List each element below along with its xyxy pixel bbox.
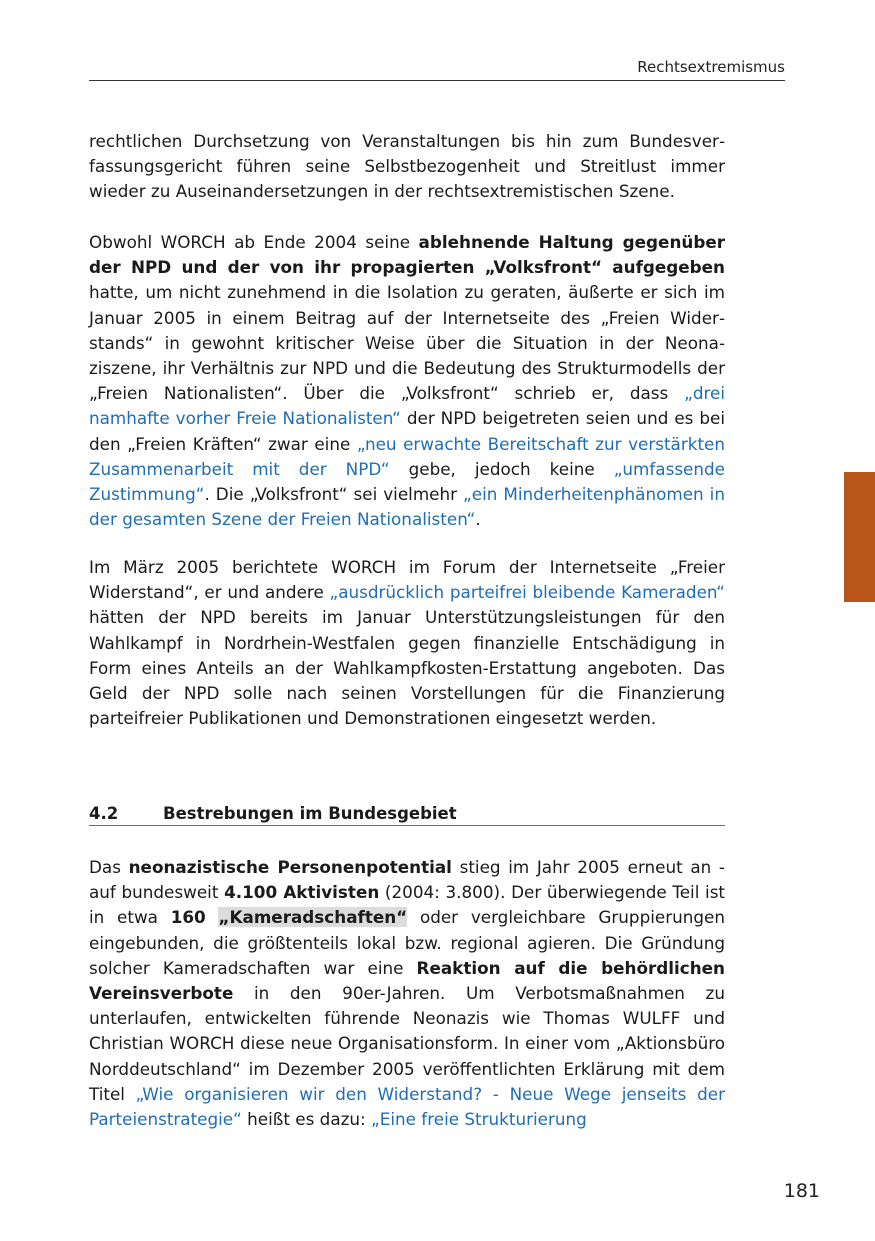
page-number: 181 [783, 1180, 820, 1202]
quotation: „ein Minderheitenphänomen in der gesamten Szene der Freien Nationalisten“ [89, 484, 725, 530]
paragraph-text: . Die „Volksfront“ sei vielmehr [204, 484, 464, 505]
paragraph-2 [89, 230, 725, 532]
paragraph-text: Das [89, 857, 129, 877]
paragraph-text: rechtlichen Durchsetzung von Veranstaltungen bis hin zum Bundesverfassungsgericht führen seine Selbstbezogenheit und Streitlust immer wieder zu Auseinandersetzungen in der rechtsextremistischen Szene. [89, 131, 725, 202]
paragraph-text: der NPD beigetreten seien und es bei den „Freien Kräften“ zwar eine [89, 408, 725, 454]
paragraph-3 [89, 555, 725, 731]
quotation: „Eine freie Strukturierung [371, 1109, 587, 1130]
paragraph-text: oder vergleichbare Gruppierungen eingebunden, die größtenteils lokal bzw. regional agieren. Die Gründung solcher Kameradschaften war eine [89, 907, 725, 978]
chapter-tab-marker [844, 472, 875, 602]
quotation: „neu erwachte Bereitschaft zur verstärkten Zusammenarbeit mit der NPD“ [89, 433, 726, 479]
running-header: Rechtsextremismus [89, 58, 785, 81]
paragraph-text: hatte, um nicht zunehmend in die Isolation zu geraten, äußerte er sich im Januar 2005 in einem Beitrag auf der Internetseite des „Freien Widerstands“ in gewohnt kritischer Weise über die Situation in der Neonaziszene, ihr Verhältnis zur NPD und die Bedeutung des Strukturmodells der „Freien Nationalisten“. Über die „Volksfront“ schrieb er, dass [89, 282, 725, 404]
paragraph-text: . [475, 509, 481, 530]
quotation: „umfassende Zustimmung“ [89, 458, 725, 505]
paragraph-4 [89, 855, 725, 1132]
paragraph-1 [89, 129, 725, 205]
bold-phrase: ablehnende Haltung gegenüber der NPD und der von ihr propagierten „Volksfront“ aufgegeben [89, 232, 726, 278]
quotation: „ausdrücklich parteifrei bleibende Kameraden“ [329, 582, 726, 603]
paragraph-text: gebe, jedoch keine [389, 458, 614, 479]
section-heading [89, 804, 725, 826]
section-number: 4.2 [89, 804, 119, 823]
highlighted-term: „Kameradschaften“ [218, 907, 408, 928]
quotation: „drei namhafte vorher Freie Nationalisten“ [89, 383, 725, 429]
paragraph-text: Obwohl WORCH ab Ende 2004 seine [89, 232, 419, 252]
bold-phrase: 160 [170, 907, 206, 928]
bold-phrase: neonazistische Personenpotential [128, 857, 452, 877]
paragraph-text [206, 907, 219, 927]
paragraph-text: stieg im Jahr 2005 erneut an - auf bundesweit [89, 857, 725, 903]
paragraph-text: in den 90er-Jahren. Um Verbotsmaßnahmen zu unterlaufen, entwickelten führende Neonazis wie Thomas WULFF und Christian WORCH diese neue Organisationsform. In einer vom „Aktionsbüro Norddeutschland“ im Dezember 2005 veröffentlichten Erklärung mit dem Titel [89, 983, 725, 1104]
paragraph-text: (2004: 3.800). Der überwiegende Teil ist in etwa [89, 882, 726, 928]
paragraph-text: Im März 2005 berichtete WORCH im Forum der Internetseite „Freier Widerstand“, er und andere [89, 557, 725, 603]
paragraph-text: heißt es dazu: [241, 1109, 372, 1130]
quotation: „Wie organisieren wir den Widerstand? - Neue Wege jenseits der Parteienstrategie“ [89, 1083, 725, 1130]
bold-phrase: Reaktion auf die behördlichen Vereinsverbote [89, 957, 725, 1004]
paragraph-text: hätten der NPD bereits im Januar Unterstützungsleistungen für den Wahlkampf in Nordrhein-Westfalen gegen finanzielle Entschädigung in Form eines Anteils an der Wahlkampfkosten-Erstattung angeboten. Das Geld der NPD solle nach seinen Vorstellungen für die Finanzierung parteifreier Publikationen und Demonstrationen eingesetzt werden. [89, 607, 725, 729]
section-title: Bestrebungen im Bundesgebiet [163, 804, 457, 823]
bold-phrase: 4.100 Aktivisten [224, 882, 380, 903]
